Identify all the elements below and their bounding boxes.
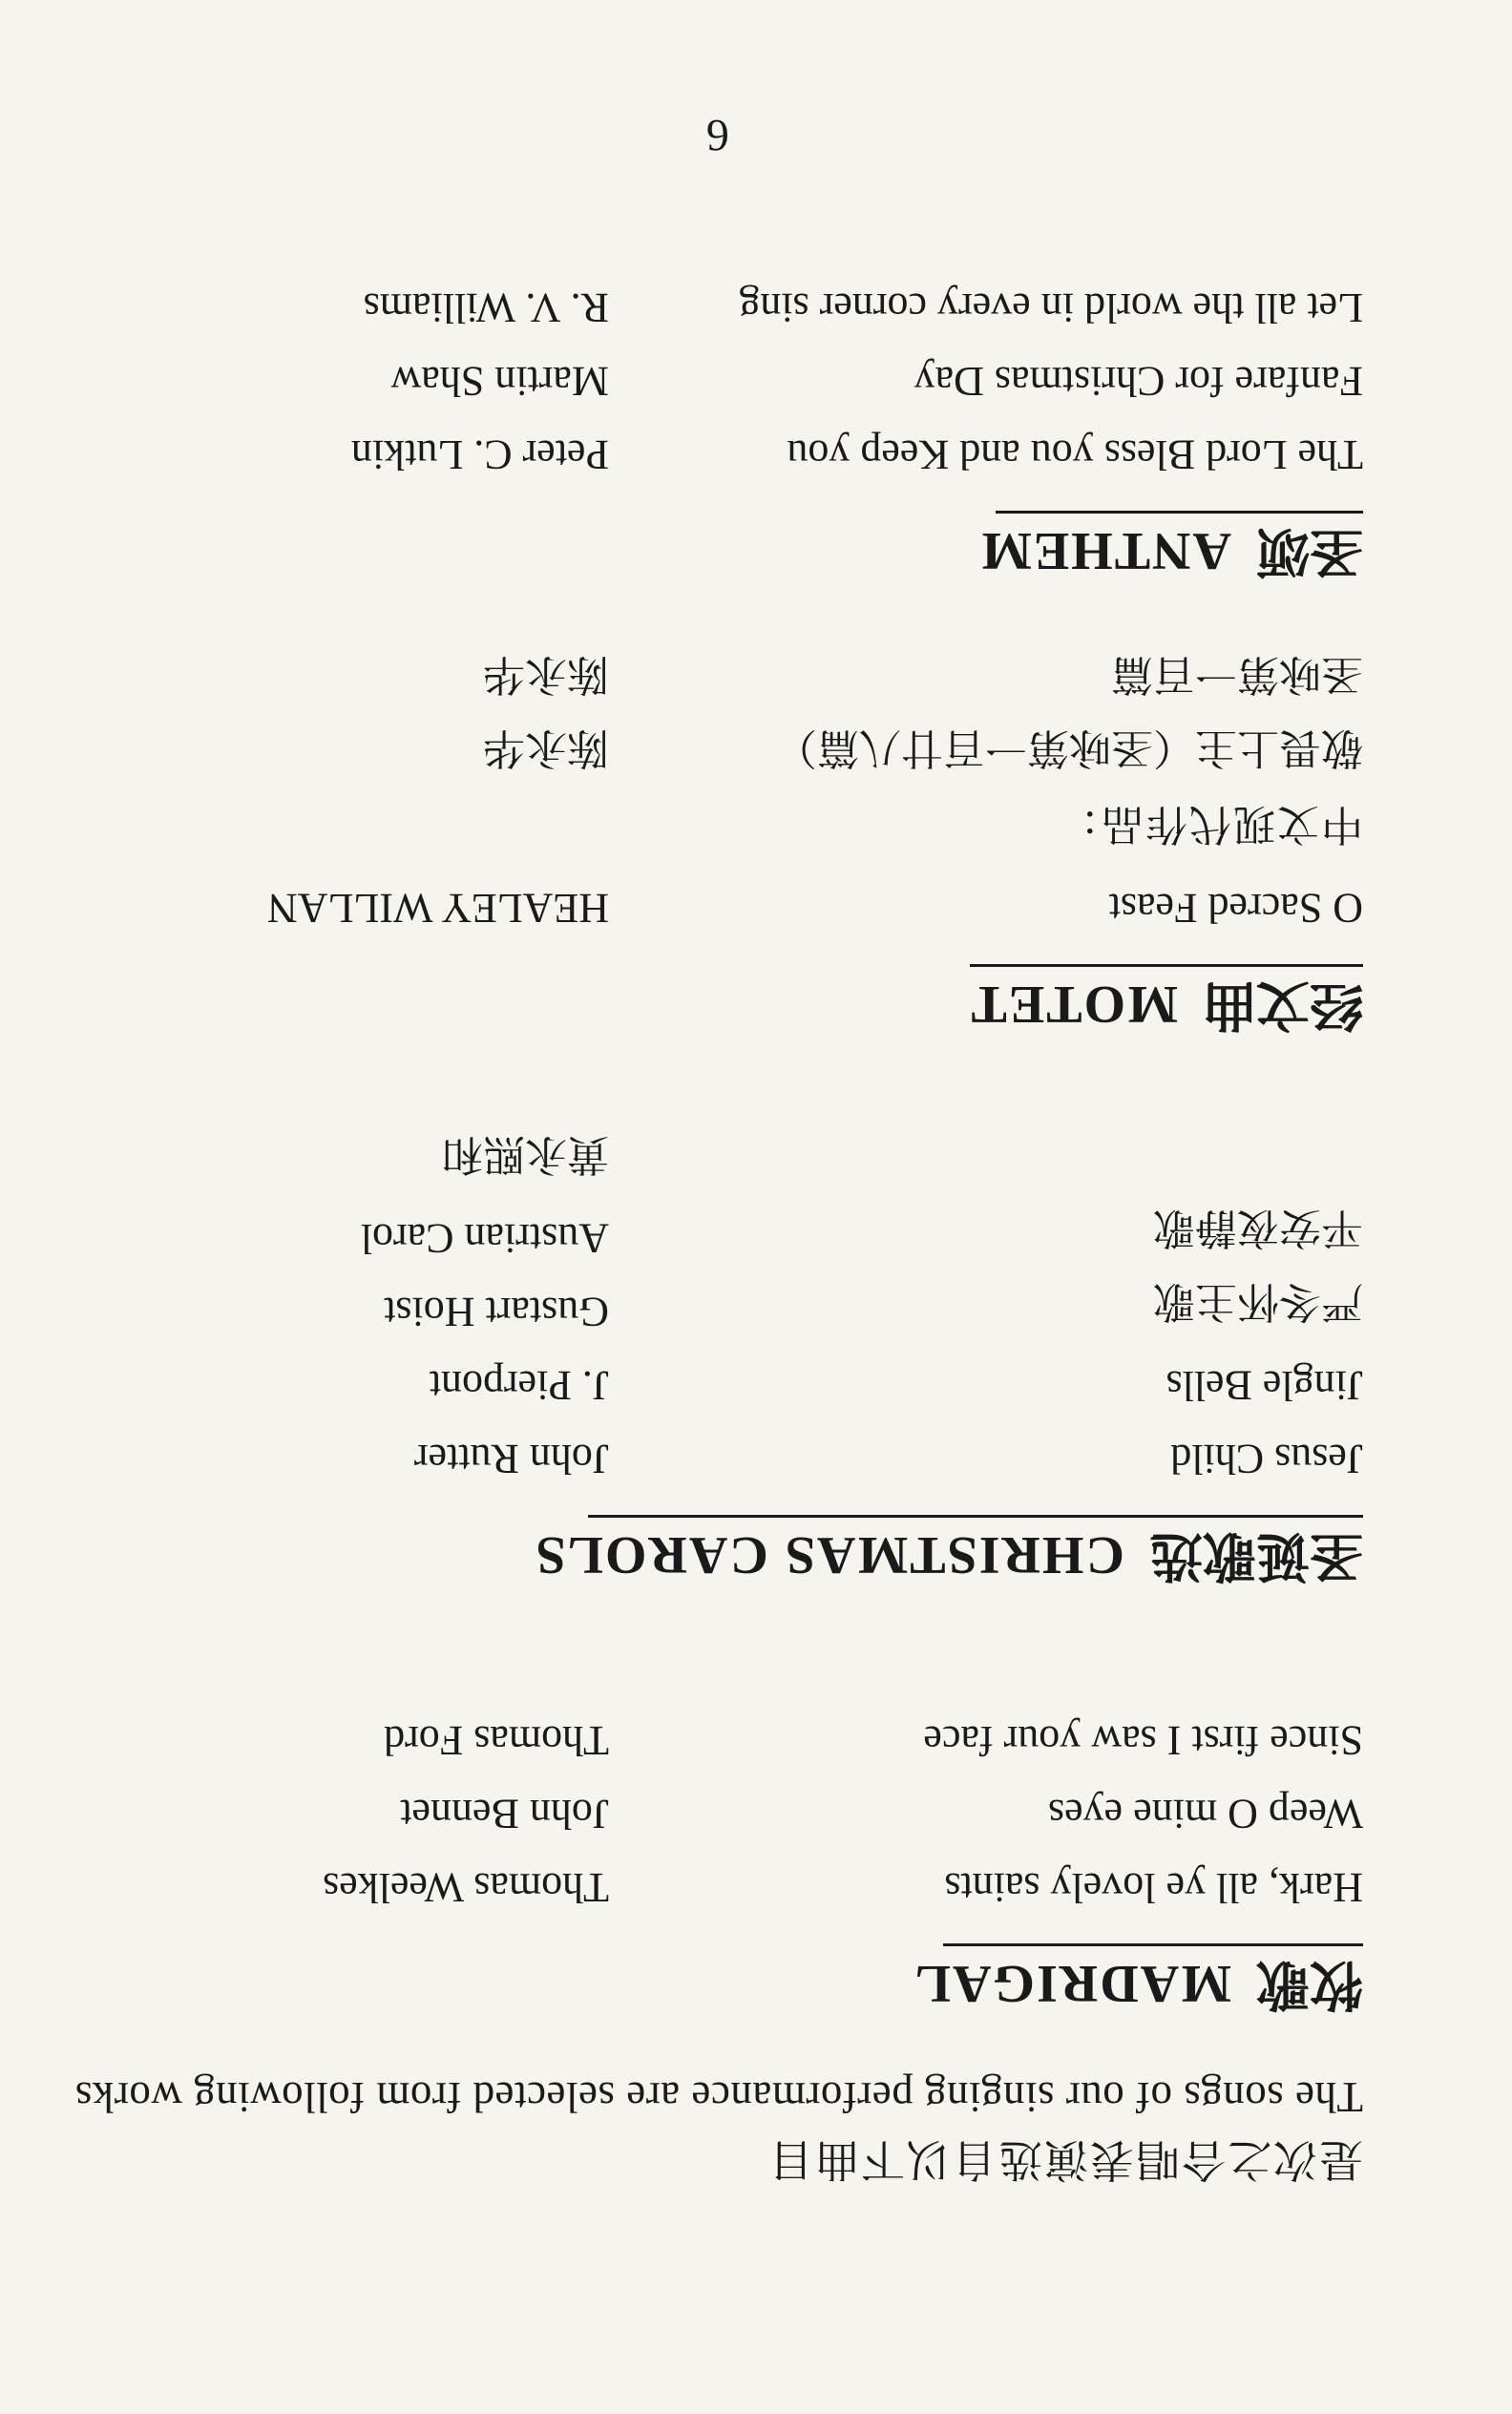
heading-rule xyxy=(943,1943,1363,1946)
section-christmas-carols xyxy=(122,1116,1363,1598)
subheading-chinese-works: 中文现代作品： xyxy=(1056,801,1363,848)
heading-english: CHRISTMAS CAROLS xyxy=(534,1525,1124,1585)
piece-title: O Sacred Feast xyxy=(1108,885,1363,932)
heading-english: ANTHEM xyxy=(979,521,1231,580)
heading-chinese: 牧歌 xyxy=(1256,1954,1363,2013)
piece-title: Let all the world in every corner sing xyxy=(739,284,1363,331)
list-item xyxy=(122,406,1363,479)
piece-composer: Gustart Hoist xyxy=(384,1289,609,1335)
piece-title: Jesus Child xyxy=(1170,1436,1363,1482)
piece-title: Fanfare for Christmas Day xyxy=(914,358,1363,405)
piece-composer: Austrian Carol xyxy=(360,1215,609,1262)
piece-composer: Thomas Ford xyxy=(384,1717,609,1764)
piece-title: 严冬怀主歌 xyxy=(1153,1278,1363,1325)
piece-title: 敬畏上主（圣咏第一百廿八篇） xyxy=(775,724,1363,771)
heading-chinese: 经文曲 xyxy=(1203,975,1363,1034)
piece-title: Weep O mine eyes xyxy=(1048,1791,1363,1837)
intro-chinese: 是次之合唱表演选自以下曲目 xyxy=(767,2135,1363,2184)
intro-english: The songs of our singing performance are selected from following works xyxy=(74,2073,1363,2121)
piece-composer: HEALEY WILLAN xyxy=(266,885,609,932)
heading-rule xyxy=(970,964,1363,967)
piece-title: 平安夜静歌 xyxy=(1153,1205,1363,1251)
list-item xyxy=(122,1765,1363,1838)
piece-composer: Peter C. Lutkin xyxy=(350,431,609,478)
list-item xyxy=(122,1410,1363,1483)
list-item xyxy=(122,1263,1363,1336)
section-heading xyxy=(122,1522,1363,1598)
page-number: 6 xyxy=(706,110,729,160)
piece-title: The Lord Bless you and Keep you xyxy=(787,431,1363,478)
heading-rule xyxy=(996,511,1363,514)
section-heading xyxy=(122,971,1363,1047)
heading-english: MADRIGAL xyxy=(913,1954,1231,2013)
heading-chinese: 圣颂 xyxy=(1256,521,1363,580)
piece-composer: R. V. Williams xyxy=(363,284,609,331)
list-item xyxy=(122,709,1363,783)
piece-composer: 黄永熙和 xyxy=(441,1131,609,1178)
list-item xyxy=(122,636,1363,709)
piece-title: 圣咏第一百篇 xyxy=(1111,651,1363,698)
heading-rule xyxy=(588,1515,1363,1518)
piece-composer: John Rutter xyxy=(413,1436,609,1482)
piece-composer: J. Pierpont xyxy=(429,1362,609,1409)
section-madrigal xyxy=(122,1691,1363,2026)
list-item xyxy=(122,1691,1363,1765)
list-item xyxy=(122,1838,1363,1912)
section-motet xyxy=(122,636,1363,1047)
piece-title: Since first I saw your face xyxy=(923,1717,1363,1764)
heading-chinese: 圣诞歌选 xyxy=(1149,1525,1363,1585)
piece-title: Jingle Bells xyxy=(1166,1362,1363,1409)
section-heading xyxy=(122,517,1363,594)
piece-composer: Martin Shaw xyxy=(390,358,609,405)
list-item xyxy=(122,1189,1363,1263)
list-item xyxy=(122,1116,1363,1189)
piece-title: Hark, all ye lovely saints xyxy=(944,1864,1363,1911)
section-anthem xyxy=(122,259,1363,594)
piece-composer: 陈永华 xyxy=(483,724,609,771)
list-item xyxy=(122,259,1363,332)
list-item xyxy=(122,332,1363,406)
piece-composer: John Bennet xyxy=(400,1791,609,1837)
section-heading xyxy=(122,1950,1363,2026)
piece-composer: Thomas Weelkes xyxy=(323,1864,609,1911)
list-item xyxy=(122,1336,1363,1410)
list-item xyxy=(122,859,1363,933)
heading-english: MOTET xyxy=(969,975,1178,1034)
piece-composer: 陈永华 xyxy=(483,651,609,698)
